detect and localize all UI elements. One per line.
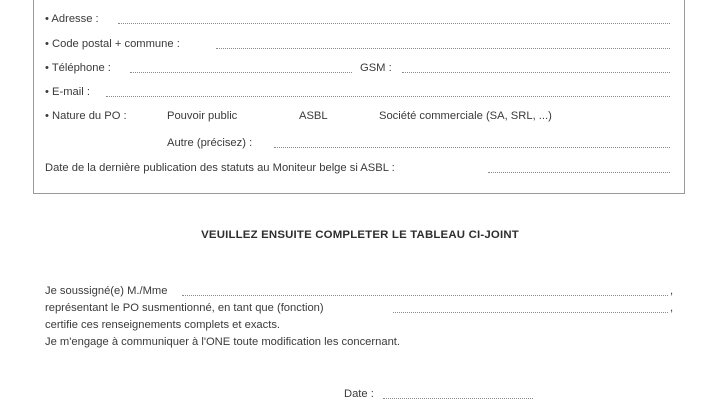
- telephone-label: • Téléphone :: [45, 62, 111, 74]
- publication-field[interactable]: [488, 172, 670, 173]
- declaration-line-3: certifie ces renseignements complets et exacts.: [45, 319, 281, 331]
- adresse-field[interactable]: [118, 23, 670, 24]
- gsm-field[interactable]: [402, 72, 670, 73]
- nature-option-societe[interactable]: Société commerciale (SA, SRL, ...): [379, 110, 552, 122]
- telephone-field[interactable]: [130, 72, 352, 73]
- comma-2: ,: [670, 302, 674, 314]
- declaration-line-1: Je soussigné(e) M./Mme: [45, 285, 168, 297]
- nature-option-pouvoir-public[interactable]: Pouvoir public: [167, 110, 238, 122]
- section-heading: VEUILLEZ ENSUITE COMPLETER LE TABLEAU CI-JOINT: [201, 229, 519, 241]
- nature-label: • Nature du PO :: [45, 110, 127, 122]
- gsm-label: GSM :: [360, 62, 392, 74]
- fonction-field[interactable]: [393, 312, 668, 313]
- publication-label: Date de la dernière publication des statuts au Moniteur belge si ASBL :: [45, 162, 395, 174]
- email-field[interactable]: [106, 96, 670, 97]
- nom-field[interactable]: [182, 295, 668, 296]
- date-field[interactable]: [383, 398, 533, 399]
- date-label: Date :: [344, 388, 374, 400]
- adresse-label: • Adresse :: [45, 13, 99, 25]
- declaration-line-4: Je m'engage à communiquer à l'ONE toute modification les concernant.: [45, 336, 401, 348]
- code-postal-label: • Code postal + commune :: [45, 38, 180, 50]
- autre-field[interactable]: [274, 147, 670, 148]
- email-label: • E-mail :: [45, 86, 90, 98]
- declaration-line-2: représentant le PO susmentionné, en tant que (fonction): [45, 302, 324, 314]
- comma-1: ,: [670, 285, 674, 297]
- nature-option-asbl[interactable]: ASBL: [299, 110, 328, 122]
- autre-label: Autre (précisez) :: [167, 137, 253, 149]
- code-postal-field[interactable]: [216, 48, 670, 49]
